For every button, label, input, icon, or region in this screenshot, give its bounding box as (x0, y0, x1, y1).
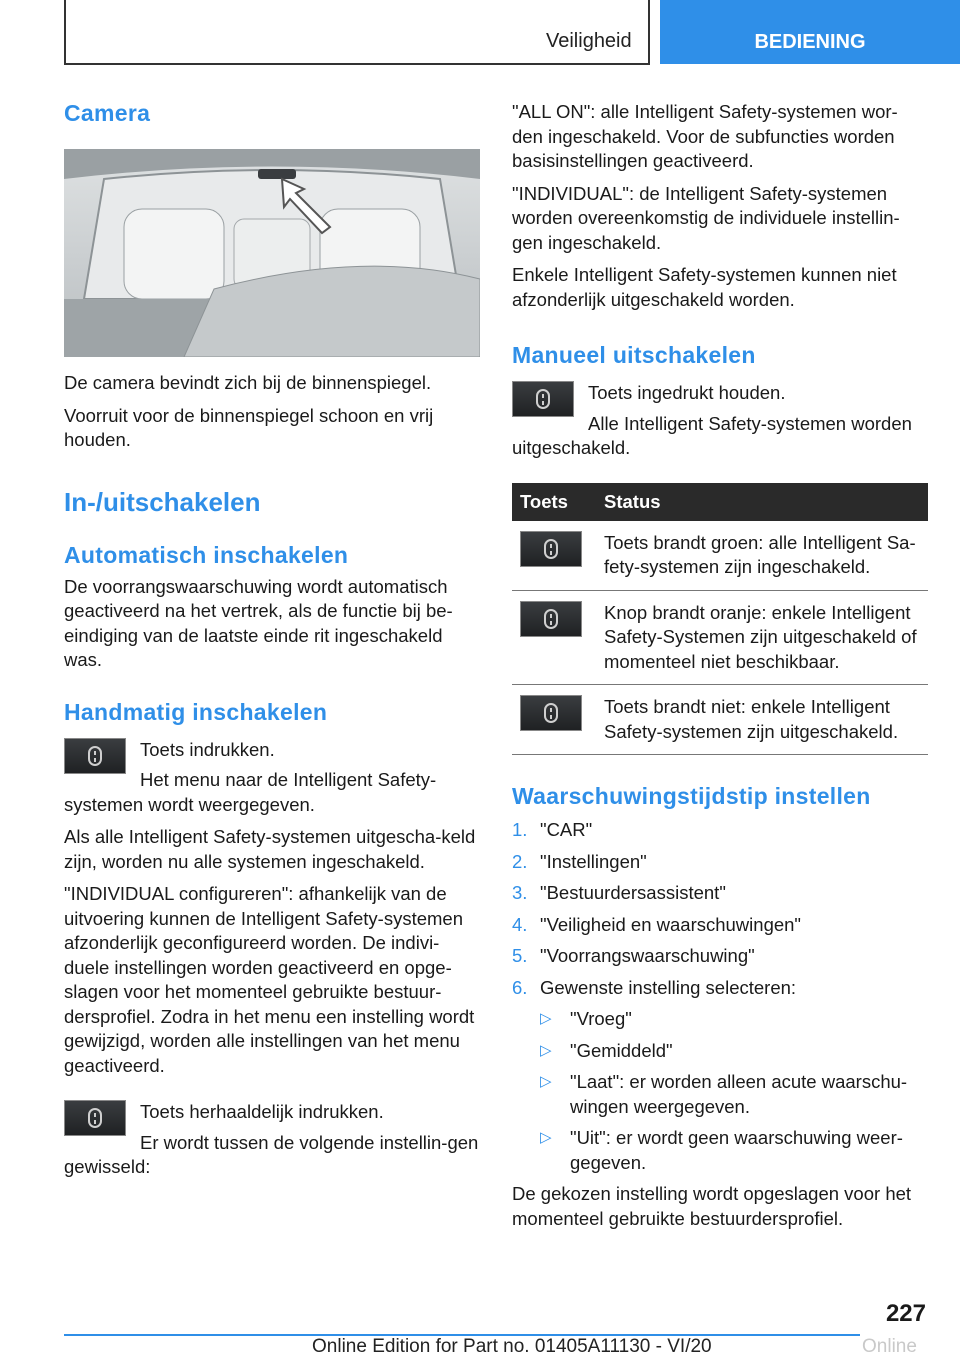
table-header-toets: Toets (512, 483, 596, 521)
safety-button-image (64, 738, 126, 774)
some-systems-text: Enkele Intelligent Safety-systemen kunnen niet afzonderlijk uitgeschakeld worden. (512, 264, 897, 310)
hand-press-text: Toets indrukken. (140, 738, 275, 760)
step-text: "CAR" (540, 819, 593, 840)
triangle-bullet-icon: ▷ (540, 1010, 552, 1027)
table-row (512, 521, 928, 591)
hand-all-off-text: Als alle Intelligent Safety-systemen uitgescha-keld zijn, worden nu alle systemen ingeschakeld. (64, 826, 476, 872)
final-text: De gekozen instelling wordt opgeslagen voor het momenteel gebruikte bestuurdersprofiel. (512, 1183, 912, 1229)
status-orange-text: Knop brandt oranje: enkele Intelligent Safety-Systemen zijn uitgeschakeld of momenteel niet beschikbaar. (604, 601, 917, 672)
step-text: "Bestuurdersassistent" (540, 882, 726, 903)
safety-icon (544, 539, 558, 559)
safety-icon (88, 1108, 102, 1128)
list-item (512, 881, 928, 906)
manual-off-text: Alle Intelligent Safety-systemen worden uitgeschakeld. (512, 412, 912, 458)
car-interior-illustration (64, 149, 480, 357)
camera-location-text: De camera bevindt zich bij de binnenspiegel. (64, 372, 432, 393)
safety-button-image (520, 695, 582, 731)
step-text: "Veiligheid en waarschuwingen" (540, 913, 801, 935)
header-bottom-rule (64, 63, 650, 65)
safety-icon (536, 389, 550, 409)
table-row (512, 590, 928, 685)
camera-photo (64, 149, 480, 357)
safety-icon (544, 703, 558, 723)
triangle-bullet-icon: ▷ (540, 1129, 552, 1146)
safety-button-image (520, 531, 582, 567)
list-item (512, 913, 928, 938)
manual-hold-text: Toets ingedrukt houden. (588, 382, 786, 403)
steps-list (512, 818, 928, 1175)
safety-button-image-2 (64, 1100, 126, 1136)
step-text: "Instellingen" (540, 850, 647, 872)
header-left-rule (64, 0, 66, 64)
substep-text: "Uit": er wordt geen waarschuwing weer-gegeven. (570, 1127, 903, 1173)
right-column (512, 100, 928, 1231)
list-item (512, 944, 928, 969)
individual-text: "INDIVIDUAL": de Intelligent Safety-systemen worden overeenkomstig de individuele instellin-gen ingeschakeld. (512, 182, 900, 253)
header-section: Veiligheid (546, 30, 632, 52)
hand-repeat-text: Toets herhaaldelijk indrukken. (140, 1101, 384, 1122)
hand-heading: Handmatig inschakelen (64, 698, 328, 725)
table-header-status: Status (596, 483, 928, 521)
auto-heading: Automatisch inschakelen (64, 541, 349, 568)
substep-text: "Vroeg" (570, 1008, 632, 1029)
footer-watermark: Online (862, 1336, 917, 1357)
list-item (512, 818, 928, 843)
step-number: 6. (512, 976, 528, 998)
substep-text: "Gemiddeld" (570, 1039, 673, 1061)
table-row (512, 685, 928, 755)
status-green-text: Toets brandt groen: alle Intelligent Sa-fety-systemen zijn ingeschakeld. (604, 531, 916, 577)
camera-clean-text: Voorruit voor de binnenspiegel schoon en vrij houden. (64, 404, 434, 450)
safety-icon (544, 609, 558, 629)
hand-individual-text: "INDIVIDUAL configureren": afhankelijk van de uitvoering kunnen de Intelligent Safety-systemen afzonderlijk geconfigureerd worden. De indivi-duele instellingen worden geactiveerd en opge-slagen voor het momenteel gebruikte bestuur-dersprofiel. Zodra in het menu een instelling wordt gewijzigd, worden alle instellingen van het menu geactiveerd. (64, 883, 475, 1076)
step-text: "Voorrangswaarschuwing" (540, 945, 755, 966)
step-number: 4. (512, 913, 528, 935)
list-item (512, 1070, 928, 1119)
auto-text: De voorrangswaarschuwing wordt automatisch geactiveerd na het vertrek, als de functie bij be-eindiging van de laatste einde rit ingeschakeld was. (64, 575, 453, 670)
header-chapter: BEDIENING (660, 0, 960, 64)
safety-button-image-3 (512, 381, 574, 417)
left-column (64, 100, 480, 1180)
safety-button-image (520, 601, 582, 637)
step-number: 2. (512, 850, 528, 872)
page-number: 227 (885, 1300, 926, 1327)
warn-heading: Waarschuwingstijdstip instellen (512, 783, 871, 809)
status-off-text: Toets brandt niet: enkele Intelligent Safety-systemen zijn uitgeschakeld. (604, 696, 899, 742)
step-number: 5. (512, 945, 528, 966)
list-item (512, 1039, 928, 1064)
safety-icon (88, 746, 102, 766)
status-table (512, 483, 928, 756)
substep-text: "Laat": er worden alleen acute waarschu-wingen weergegeven. (570, 1071, 908, 1117)
hand-menu-text: Het menu naar de Intelligent Safety-systemen wordt weergegeven. (64, 769, 437, 815)
hand-toggle-text: Er wordt tussen de volgende instellin-gen gewisseld: (64, 1131, 479, 1177)
list-item (512, 1007, 928, 1032)
triangle-bullet-icon: ▷ (540, 1073, 552, 1090)
step-number: 3. (512, 882, 528, 903)
footer-edition: Online Edition for Part no. 01405A11130 - VI/20 (312, 1336, 712, 1357)
manual-heading: Manueel uitschakelen (512, 342, 756, 368)
header-divider (648, 0, 650, 64)
list-item (512, 850, 928, 875)
step-text: Gewenste instelling selecteren: (540, 976, 797, 998)
inuit-heading: In-/uitschakelen (64, 486, 261, 517)
camera-heading: Camera (64, 100, 151, 126)
triangle-bullet-icon: ▷ (540, 1041, 552, 1059)
list-item (512, 976, 928, 1001)
allon-text: "ALL ON": alle Intelligent Safety-systemen wor-den ingeschakeld. Voor de subfuncties worden basisinstellingen geactiveerd. (512, 101, 898, 171)
step-number: 1. (512, 819, 528, 840)
list-item (512, 1126, 928, 1175)
